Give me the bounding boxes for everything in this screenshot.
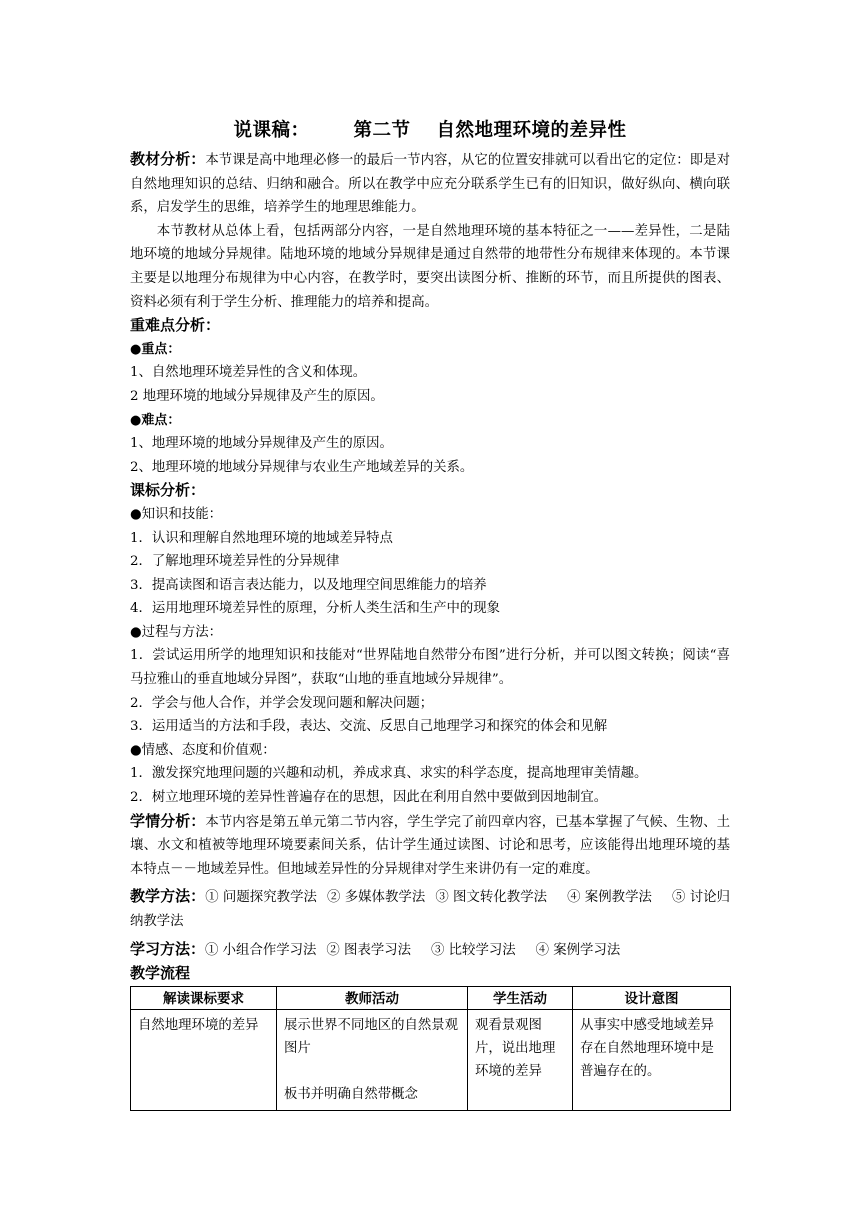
cell-requirement: 自然地理环境的差异 bbox=[131, 1010, 277, 1111]
column-header-intent: 设计意图 bbox=[573, 987, 731, 1010]
emotion-label: ●情感、态度和价值观： bbox=[130, 742, 276, 758]
title-name: 自然地理环境的差异性 bbox=[436, 120, 627, 141]
knowledge-item: 2．了解地理环境差异性的分异规律 bbox=[130, 554, 340, 570]
student-analysis-heading: 学情分析： bbox=[130, 811, 206, 830]
teaching-method-item: ③ 图文转化教学法 bbox=[435, 890, 548, 906]
teaching-method-item: ④ 案例教学法 bbox=[567, 890, 652, 906]
process-item: 3．运用适当的方法和手段，表达、交流、反思自己地理学习和探究的体会和见解 bbox=[130, 719, 608, 735]
title-label: 说课稿： bbox=[233, 120, 310, 141]
learning-method-item: ③ 比较学习法 bbox=[431, 942, 516, 958]
table-header-row bbox=[131, 987, 731, 1010]
textbook-analysis-text: 本节课是高中地理必修一的最后一节内容，从它的位置安排就可以看出它的定位：即是对自然地理知识的总结、归纳和融合。所以在教学中应充分联系学生已有的旧知识，做好纵向、横向联系，启发学生的思维，培养学生的地理思维能力。 bbox=[130, 153, 730, 216]
knowledge-item: 4．运用地理环境差异性的原理，分析人类生活和生产中的现象 bbox=[130, 601, 501, 617]
learning-methods bbox=[130, 938, 730, 963]
table-row bbox=[131, 1010, 731, 1111]
teaching-method-item: ⑤ 讨论归纳教学法 bbox=[130, 890, 730, 929]
knowledge-item: 1．认识和理解自然地理环境的地域差异特点 bbox=[130, 530, 393, 546]
textbook-analysis-paragraph-2: 本节教材从总体上看，包括两部分内容，一是自然地理环境的基本特征之一——差异性，二是陆地环境的地域分异规律。陆地环境的地域分异规律是通过自然带的地带性分布规律来体现的。本节课主要是以地理分布规律为中心内容，在教学时，要突出读图分析、推断的环节，而且所提供的图表、资料必须有利于学生分析、推理能力的培养和提高。 bbox=[130, 223, 730, 310]
student-analysis-paragraph bbox=[130, 810, 730, 882]
cell-student: 观看景观图片，说出地理环境的差异 bbox=[468, 1010, 573, 1111]
difficult-item: 2、地理环境的地域分异规律与农业生产地域差异的关系。 bbox=[130, 459, 474, 475]
process-label: ●过程与方法： bbox=[130, 624, 223, 640]
difficult-item: 1、地理环境的地域分异规律及产生的原因。 bbox=[130, 436, 393, 452]
difficult-label: ●难点： bbox=[130, 412, 181, 428]
teacher-activity-extra: 板书并明确自然带概念 bbox=[284, 1087, 418, 1103]
teaching-methods bbox=[130, 885, 730, 933]
column-header-teacher: 教师活动 bbox=[277, 987, 468, 1010]
key-item: 1、自然地理环境差异性的含义和体现。 bbox=[130, 365, 367, 381]
teacher-activity: 展示世界不同地区的自然景观图片 bbox=[284, 1018, 459, 1057]
learning-method-item: ④ 案例学习法 bbox=[535, 942, 621, 958]
emotion-item: 1．激发探究地理问题的兴趣和动机，养成求真、求实的科学态度，提高地理审美情趣。 bbox=[130, 766, 648, 782]
process-item: 1．尝试运用所学的地理知识和技能对“世界陆地自然带分布图”进行分析，并可以图文转换；阅读“喜马拉雅山的垂直地域分异图”，获取“山地的垂直地域分异规律”。 bbox=[130, 648, 730, 688]
teaching-methods-heading: 教学方法： bbox=[130, 887, 206, 906]
column-header-requirement: 解读课标要求 bbox=[131, 987, 277, 1010]
knowledge-item: 3．提高读图和语言表达能力，以及地理空间思维能力的培养 bbox=[130, 577, 487, 593]
column-header-student: 学生活动 bbox=[468, 987, 573, 1010]
key-item: 2 地理环境的地域分异规律及产生的原因。 bbox=[130, 388, 384, 404]
key-label: ●重点： bbox=[130, 341, 181, 357]
learning-method-item: ② 图表学习法 bbox=[326, 942, 412, 958]
cell-teacher bbox=[277, 1010, 468, 1111]
title-section: 第二节 bbox=[353, 120, 411, 141]
emotion-item: 2．树立地理环境的差异性普遍存在的思想，因此在利用自然中要做到因地制宜。 bbox=[130, 790, 608, 806]
textbook-analysis-heading: 教材分析： bbox=[130, 150, 206, 168]
key-points-heading: 重难点分析： bbox=[130, 316, 221, 335]
teaching-method-item: ② 多媒体教学法 bbox=[326, 890, 426, 906]
learning-method-item: ① 小组合作学习法 bbox=[205, 942, 317, 958]
textbook-analysis-paragraph bbox=[130, 148, 730, 220]
student-analysis-text: 本节内容是第五单元第二节内容，学生学完了前四章内容，已基本掌握了气候、生物、土壤、水文和植被等地理环境要素间关系，估计学生通过读图、讨论和思考，应该能得出地理环境的基本特点－－地域差异性。但地域差异性的分异规律对学生来讲仍有一定的难度。 bbox=[130, 814, 730, 877]
cell-intent: 从事实中感受地域差异存在自然地理环境中是普遍存在的。 bbox=[573, 1010, 731, 1111]
curriculum-heading: 课标分析： bbox=[130, 481, 206, 500]
learning-methods-heading: 学习方法： bbox=[130, 939, 206, 958]
document-body bbox=[130, 148, 730, 1111]
teaching-flow-heading: 教学流程 bbox=[130, 964, 191, 983]
page-title bbox=[130, 116, 730, 142]
knowledge-label: ●知识和技能： bbox=[130, 506, 223, 522]
process-item: 2．学会与他人合作，并学会发现问题和解决问题； bbox=[130, 695, 434, 711]
teaching-flow-table bbox=[130, 986, 731, 1111]
teaching-method-item: ① 问题探究教学法 bbox=[205, 890, 317, 906]
